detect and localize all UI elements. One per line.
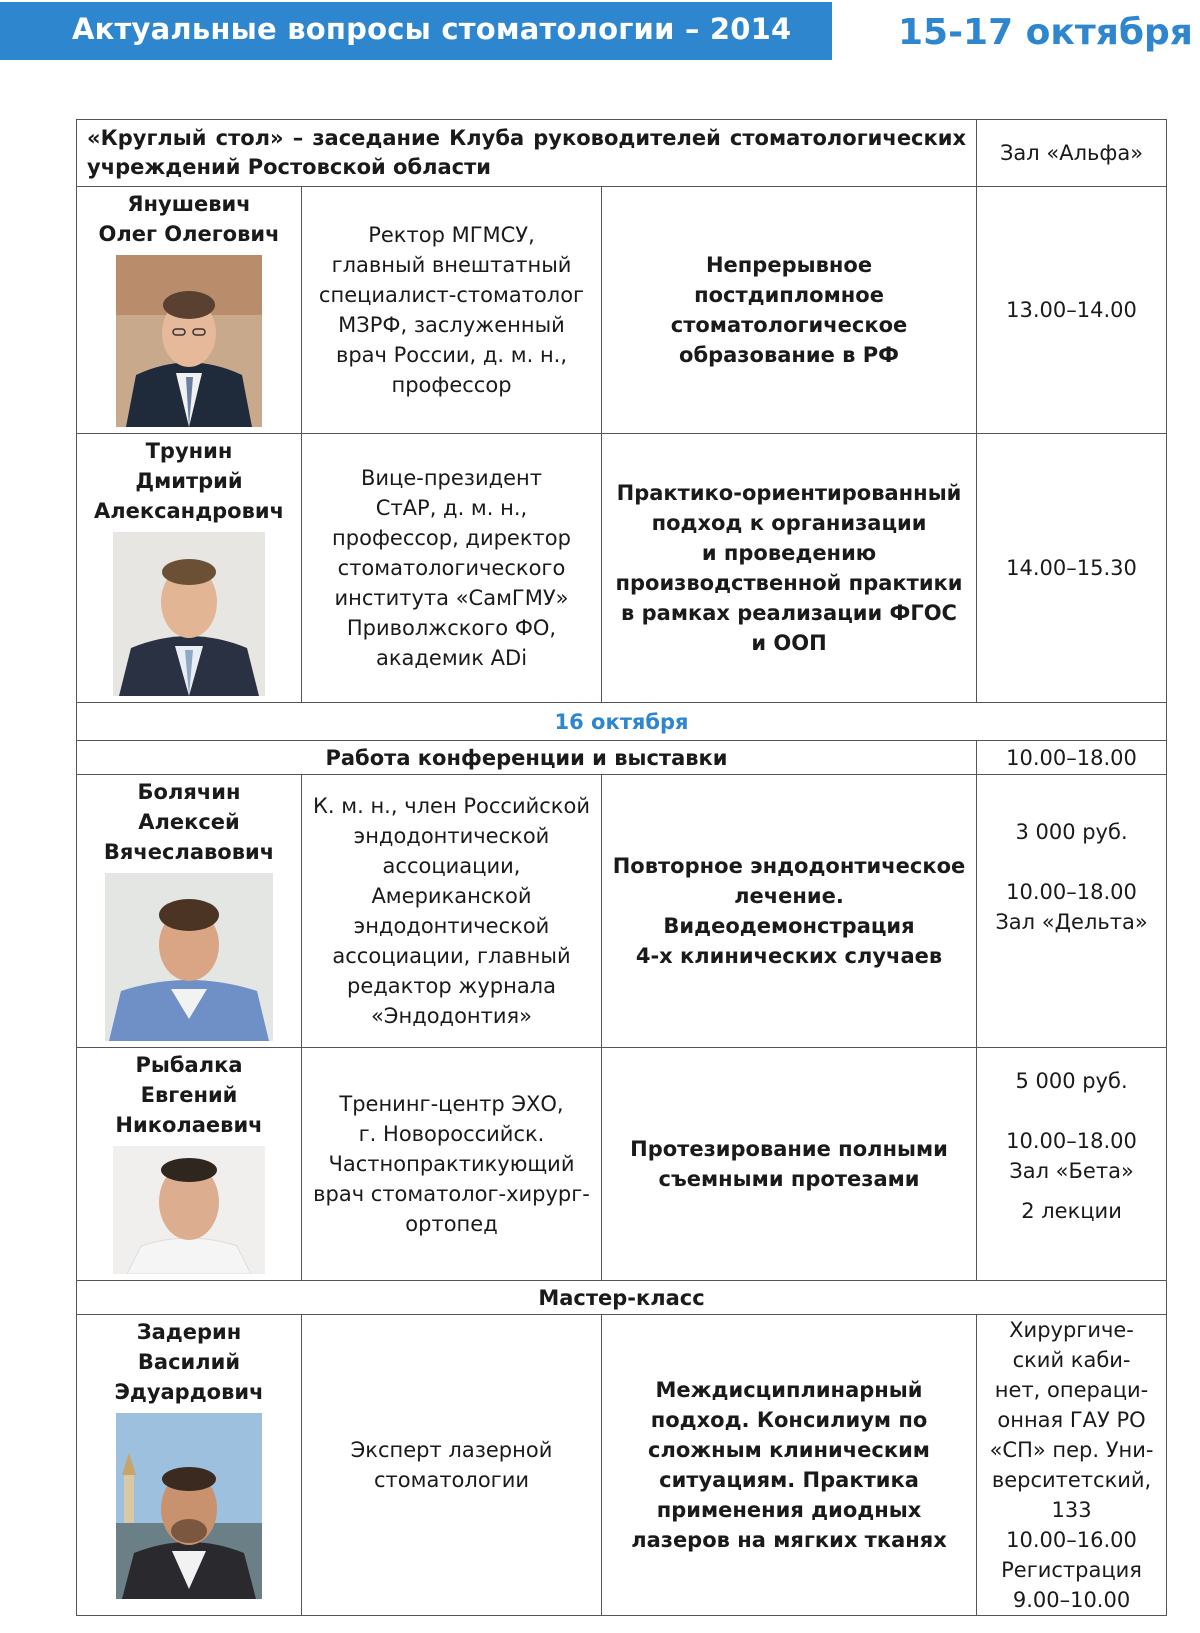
speaker-name-line: Задерин [136, 1320, 242, 1344]
place-line: нет, операци- [994, 1378, 1149, 1402]
speaker-cell [77, 1315, 302, 1616]
topic-line: Непрерывное [705, 253, 873, 277]
bio-line: г. Новороссийск. [358, 1122, 545, 1146]
talk-hall: Зал «Бета» [1009, 1159, 1134, 1183]
bio-line: Американской [371, 884, 532, 908]
portrait-illustration [105, 873, 273, 1041]
bio-line: Частнопрактикующий [328, 1152, 575, 1176]
speaker-bio [302, 1315, 602, 1616]
speaker-cell [77, 187, 302, 434]
speaker-photo [116, 255, 262, 427]
speaker-photo [105, 873, 273, 1041]
speaker-name-line: Олег Олегович [98, 222, 280, 246]
portrait-illustration [113, 1146, 265, 1274]
place-line: 133 [1051, 1498, 1092, 1522]
registration-label: Регистрация [1001, 1558, 1142, 1582]
topic-line: Междисциплинарный [655, 1378, 923, 1402]
bio-line: «Эндодонтия» [370, 1004, 533, 1028]
bio-line: Тренинг-центр ЭХО, [339, 1092, 564, 1116]
day-label: 16 октября [77, 703, 1167, 741]
talk-time: 10.00–18.00 [1006, 1129, 1137, 1153]
topic-line: Протезирование полными [630, 1137, 948, 1161]
registration-time: 9.00–10.00 [1012, 1588, 1131, 1612]
talk-details [977, 1048, 1167, 1281]
speaker-name-line: Василий [137, 1350, 241, 1374]
place-line: онная ГАУ РО [997, 1408, 1146, 1432]
speaker-bio [302, 187, 602, 434]
place-line: верситетский, [991, 1468, 1152, 1492]
conference-label: Работа конференции и выставки [77, 741, 977, 775]
bio-line: врач России, д. м. н., [335, 343, 568, 367]
conference-row [77, 741, 1167, 775]
place-line: Хирургиче- [1009, 1318, 1134, 1342]
speaker-cell [77, 434, 302, 703]
round-table-hall: Зал «Альфа» [977, 120, 1167, 187]
topic-line: образование в РФ [679, 343, 899, 367]
bio-line: профессор, директор [332, 526, 571, 550]
round-table-title: «Круглый стол» – заседание Клуба руководителей стоматологических учреждений Ростовской области [77, 120, 977, 187]
topic-line: подход. Консилиум по [650, 1408, 928, 1432]
table-row [77, 1048, 1167, 1281]
speaker-bio [302, 434, 602, 703]
bio-line: ассоциации, [382, 854, 521, 878]
bio-line: Приволжского ФО, [346, 616, 557, 640]
talk-details [977, 1315, 1167, 1616]
topic-line: постдипломное [694, 283, 884, 307]
bio-line: профессор [391, 373, 512, 397]
bio-line: академик ADi [375, 646, 528, 670]
talk-topic [602, 775, 977, 1048]
bio-line: специалист-стоматолог [318, 283, 585, 307]
table-row [77, 775, 1167, 1048]
talk-time: 10.00–16.00 [1006, 1528, 1137, 1552]
speaker-name-line: Николаевич [115, 1113, 263, 1137]
speaker-name-line: Янушевич [127, 192, 251, 216]
speaker-photo [113, 1146, 265, 1274]
speaker-name-line: Алексей [138, 810, 240, 834]
topic-line: ситуациям. Практика [659, 1468, 919, 1492]
bio-line: К. м. н., член Российской [313, 794, 590, 818]
master-class-row [77, 1281, 1167, 1315]
portrait-illustration [116, 255, 262, 427]
speaker-cell [77, 1048, 302, 1281]
portrait-illustration [113, 532, 265, 696]
spacer [977, 1186, 1166, 1196]
program-table [76, 119, 1167, 1616]
bio-line: Вице-президент [360, 466, 543, 490]
bio-line: врач стоматолог-хирург- [313, 1182, 590, 1206]
topic-line: применения диодных [656, 1498, 922, 1522]
bio-line: ассоциации, главный [332, 944, 571, 968]
bio-line: СтАР, д. м. н., [375, 496, 528, 520]
topic-line: 4-х клинических случаев [635, 944, 943, 968]
talk-time: 14.00–15.30 [977, 434, 1167, 703]
talk-details [977, 775, 1167, 1048]
topic-line: Повторное эндодонтическое [612, 854, 966, 878]
bio-line: института «СамГМУ» [334, 586, 569, 610]
conference-time: 10.00–18.00 [977, 741, 1167, 775]
bio-line: эндодонтической [353, 824, 550, 848]
spacer [977, 847, 1166, 877]
bio-line: ортопед [405, 1212, 498, 1236]
topic-line: Практико-ориентированный [616, 481, 962, 505]
topic-line: производственной практики [615, 571, 963, 595]
topic-line: съемными протезами [658, 1167, 920, 1191]
speaker-name-line: Болячин [137, 780, 241, 804]
talk-topic [602, 187, 977, 434]
topic-line: Видеодемонстрация [663, 914, 915, 938]
topic-line: лечение. [734, 884, 844, 908]
speaker-name-line: Трунин [145, 439, 233, 463]
speaker-name-line: Вячеславович [103, 840, 275, 864]
topic-line: и проведению [701, 541, 877, 565]
day-row [77, 703, 1167, 741]
speaker-bio [302, 1048, 602, 1281]
bio-line: эндодонтической [353, 914, 550, 938]
speaker-photo [113, 532, 265, 696]
speaker-name-line: Евгений [140, 1083, 238, 1107]
bio-line: редактор журнала [347, 974, 556, 998]
bio-line: Эксперт лазерной [350, 1438, 553, 1462]
place-line: ский каби- [1012, 1348, 1131, 1372]
topic-line: подход к организации [651, 511, 927, 535]
bio-line: Ректор МГМСУ, [368, 223, 535, 247]
speaker-photo [116, 1413, 262, 1599]
talk-topic [602, 434, 977, 703]
conference-title: Актуальные вопросы стоматологии – 2014 [72, 12, 792, 46]
header-banner [0, 2, 832, 60]
speaker-name-line: Дмитрий [135, 469, 243, 493]
talk-time: 13.00–14.00 [977, 187, 1167, 434]
bio-line: стоматологического [337, 556, 566, 580]
portrait-illustration [116, 1413, 262, 1599]
bio-line: главный внештатный [331, 253, 572, 277]
speaker-cell [77, 775, 302, 1048]
spacer [977, 1096, 1166, 1126]
topic-line: и ООП [751, 631, 827, 655]
talk-time: 10.00–18.00 [1006, 880, 1137, 904]
talk-price: 3 000 руб. [1015, 820, 1128, 844]
topic-line: в рамках реализации ФГОС [621, 601, 957, 625]
bio-line: МЗРФ, заслуженный [338, 313, 565, 337]
talk-lectures: 2 лекции [1021, 1199, 1122, 1223]
speaker-name-line: Эдуардович [114, 1380, 264, 1404]
bio-line: стоматологии [373, 1468, 530, 1492]
conference-dates: 15-17 октября [898, 12, 1193, 53]
topic-line: стоматологическое [670, 313, 908, 337]
talk-topic [602, 1048, 977, 1281]
place-line: «СП» пер. Уни- [989, 1438, 1154, 1462]
table-row [77, 434, 1167, 703]
talk-hall: Зал «Дельта» [995, 910, 1148, 934]
speaker-name-line: Александрович [93, 499, 285, 523]
topic-line: лазеров на мягких тканях [631, 1528, 947, 1552]
round-table-row [77, 120, 1167, 187]
master-class-label: Мастер-класс [77, 1281, 1167, 1315]
table-row [77, 1315, 1167, 1616]
talk-price: 5 000 руб. [1015, 1069, 1128, 1093]
speaker-bio [302, 775, 602, 1048]
speaker-name-line: Рыбалка [135, 1053, 243, 1077]
topic-line: сложным клиническим [648, 1438, 930, 1462]
talk-topic [602, 1315, 977, 1616]
table-row [77, 187, 1167, 434]
